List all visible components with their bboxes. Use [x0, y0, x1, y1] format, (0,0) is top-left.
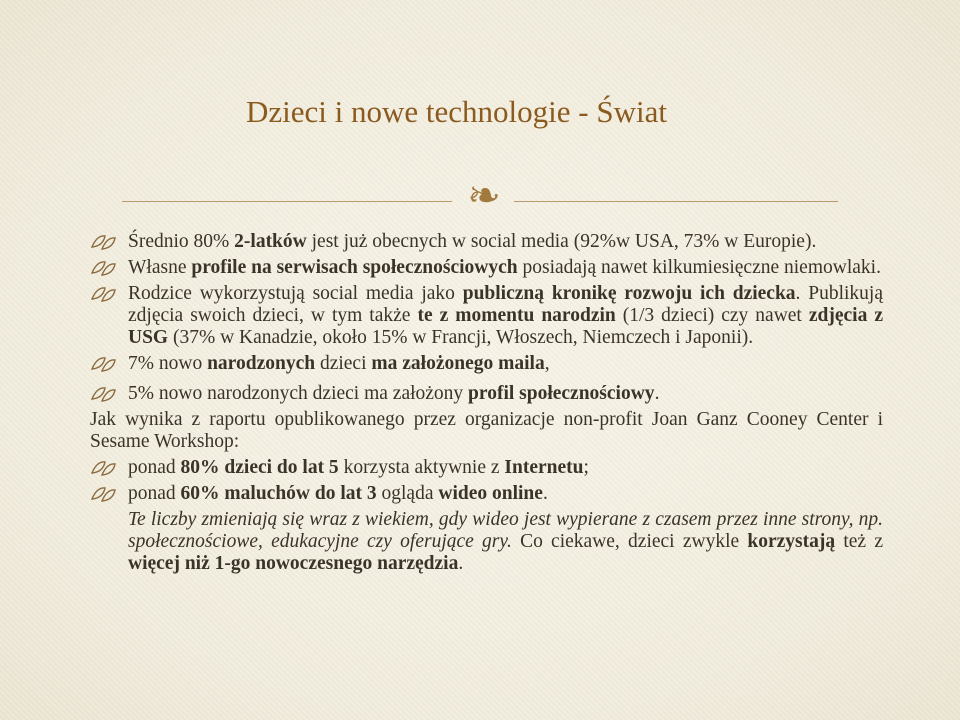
bullet-item: Własne profile na serwisach społecznościowych posiadają nawet kilkumiesięczne niemowlaki.	[90, 257, 883, 279]
report-intro: Jak wynika z raportu opublikowanego przez organizacje non-profit Joan Ganz Cooney Center i Sesame Workshop:	[90, 409, 883, 452]
title-divider	[122, 173, 838, 220]
double-leaf-bullet-icon	[90, 384, 120, 404]
bullet-item: 7% nowo narodzonych dzieci ma założonego maila,	[90, 353, 883, 375]
double-leaf-bullet-icon	[90, 458, 120, 478]
ornament-swirl-icon: ❧	[467, 173, 501, 219]
closing-paragraph: Te liczby zmieniają się wraz z wiekiem, gdy wideo jest wypierane z czasem przez inne strony, np. społecznościowe, edukacyjne czy oferujące gry. Co ciekawe, dzieci zwykle korzystają też z więcej niż 1-go nowoczesnego narzędzia.	[128, 509, 883, 574]
double-leaf-bullet-icon	[90, 484, 120, 504]
slide-content	[90, 231, 883, 575]
bullet-item: Średnio 80% 2-latków jest już obecnych w social media (92%w USA, 73% w Europie).	[90, 231, 883, 253]
divider-line-left	[122, 201, 452, 202]
report-bullet-item: ponad 60% maluchów do lat 3 ogląda wideo online.	[90, 483, 883, 505]
slide-title: Dzieci i nowe technologie - Świat	[246, 94, 667, 129]
double-leaf-bullet-icon	[90, 354, 120, 374]
divider-line-right	[514, 201, 838, 202]
double-leaf-bullet-icon	[90, 258, 120, 278]
bullet-item: 5% nowo narodzonych dzieci ma założony profil społecznościowy.	[90, 383, 883, 405]
report-bullet-item: ponad 80% dzieci do lat 5 korzysta aktywnie z Internetu;	[90, 457, 883, 479]
double-leaf-bullet-icon	[90, 284, 120, 304]
bullet-item: Rodzice wykorzystują social media jako publiczną kronikę rozwoju ich dziecka. Publikują zdjęcia swoich dzieci, w tym także te z momentu narodzin (1/3 dzieci) czy nawet zdjęcia z USG (37% w Kanadzie, około 15% w Francji, Włoszech, Niemczech i Japonii).	[90, 283, 883, 349]
double-leaf-bullet-icon	[90, 232, 120, 252]
